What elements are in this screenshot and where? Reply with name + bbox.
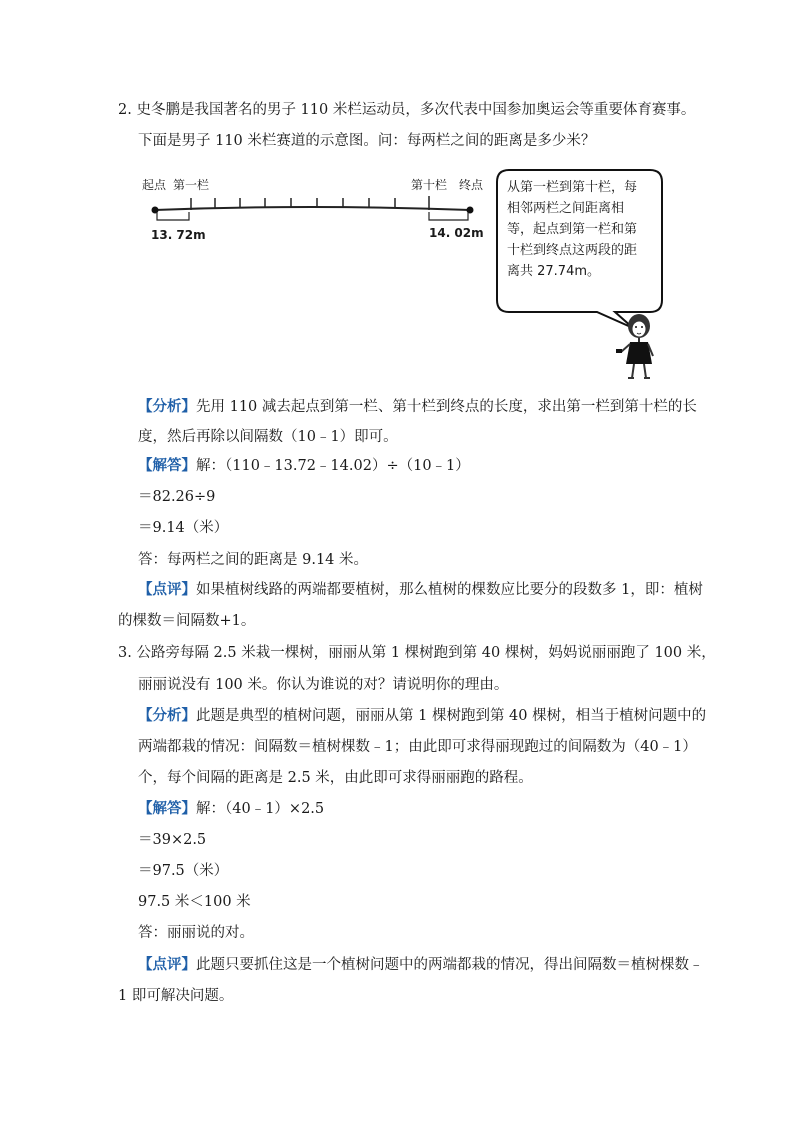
hurdle-track-figure bbox=[142, 168, 670, 383]
q2-comment-line2: 的棵数＝间隔数+1。 bbox=[118, 613, 256, 629]
q3-answer-line2: ＝39×2.5 bbox=[138, 832, 207, 848]
q2-comment-line1 bbox=[138, 580, 703, 600]
q2-answer-final: 答：每两栏之间的距离是 9.14 米。 bbox=[138, 552, 369, 568]
q3-stem-line1 bbox=[118, 643, 716, 663]
label-first-hurdle: 第一栏 bbox=[173, 178, 210, 192]
q3-analysis-text1: 此题是典型的植树问题，丽丽从第 1 棵树跑到第 40 棵树，相当于植树问题中的 bbox=[196, 708, 707, 724]
q2-stem-line1 bbox=[118, 100, 695, 120]
distance-start: 13. 72m bbox=[151, 228, 206, 242]
q3-answer-tag: 【解答】 bbox=[138, 800, 196, 817]
q3-comment-line2: 1 即可解决问题。 bbox=[118, 988, 234, 1004]
q3-analysis-line2: 两端都栽的情况：间隔数＝植树棵数﹣1；由此即可求得丽现跑过的间隔数为（40﹣1） bbox=[138, 739, 697, 755]
q2-stem-text1: 史冬鹏是我国著名的男子 110 米栏运动员，多次代表中国参加奥运会等重要体育赛事。 bbox=[136, 102, 696, 118]
q2-analysis-line1 bbox=[138, 397, 697, 417]
q3-answer-line4: 97.5 米＜100 米 bbox=[138, 894, 251, 910]
label-start: 起点 bbox=[142, 178, 167, 192]
q2-comment-text1: 如果植树线路的两端都要植树，那么植树的棵数应比要分的段数多 1，即：植树 bbox=[196, 582, 703, 598]
q3-answer-final: 答：丽丽说的对。 bbox=[138, 925, 254, 941]
q2-analysis-text1: 先用 110 减去起点到第一栏、第十栏到终点的长度，求出第一栏到第十栏的长 bbox=[196, 399, 697, 415]
q2-number: 2. bbox=[118, 102, 132, 118]
distance-end: 14. 02m bbox=[429, 226, 484, 240]
end-distance-bracket bbox=[429, 212, 468, 220]
q2-analysis-tag: 【分析】 bbox=[138, 398, 196, 415]
q2-answer-line3: ＝9.14（米） bbox=[138, 520, 229, 536]
q3-answer-line1 bbox=[138, 799, 324, 819]
q2-analysis-line2: 度，然后再除以间隔数（10﹣1）即可。 bbox=[138, 429, 398, 445]
label-finish: 终点 bbox=[459, 178, 484, 192]
q3-answer-line3: ＝97.5（米） bbox=[138, 863, 229, 879]
label-tenth-hurdle: 第十栏 bbox=[411, 178, 448, 192]
q3-analysis-tag: 【分析】 bbox=[138, 707, 196, 724]
q3-answer-text1: 解：（40﹣1）×2.5 bbox=[196, 801, 325, 817]
q3-number: 3. bbox=[118, 645, 132, 661]
q3-analysis-line3: 个，每个间隔的距离是 2.5 米，由此即可求得丽丽跑的路程。 bbox=[138, 770, 533, 786]
start-distance-bracket bbox=[157, 212, 189, 220]
q2-stem-line2: 下面是男子 110 米栏赛道的示意图。问：每两栏之间的距离是多少米？ bbox=[138, 133, 596, 149]
speech-bubble-text: 从第一栏到第十栏，每相邻两栏之间距离相等，起点到第一栏和第十栏到终点这两段的距离共 27.74m。 bbox=[507, 180, 638, 279]
q2-answer-tag: 【解答】 bbox=[138, 457, 196, 474]
q2-answer-line1 bbox=[138, 456, 470, 476]
q2-comment-tag: 【点评】 bbox=[138, 581, 196, 598]
q3-comment-text1: 此题只要抓住这是一个植树问题中的两端都栽的情况，得出间隔数＝植树棵数﹣ bbox=[196, 957, 704, 973]
q3-comment-line1 bbox=[138, 955, 704, 975]
q3-stem-line2: 丽丽说没有 100 米。你认为谁说的对？请说明你的理由。 bbox=[138, 677, 509, 693]
q2-answer-text1: 解：（110﹣13.72﹣14.02）÷（10﹣1） bbox=[196, 458, 470, 474]
q3-comment-tag: 【点评】 bbox=[138, 956, 196, 973]
q3-analysis-line1 bbox=[138, 706, 706, 726]
q3-stem-text1: 公路旁每隔 2.5 米栽一棵树，丽丽从第 1 棵树跑到第 40 棵树，妈妈说丽丽跑了 100 米， bbox=[136, 645, 716, 661]
track-line bbox=[155, 207, 470, 210]
q2-answer-line2: ＝82.26÷9 bbox=[138, 489, 216, 505]
